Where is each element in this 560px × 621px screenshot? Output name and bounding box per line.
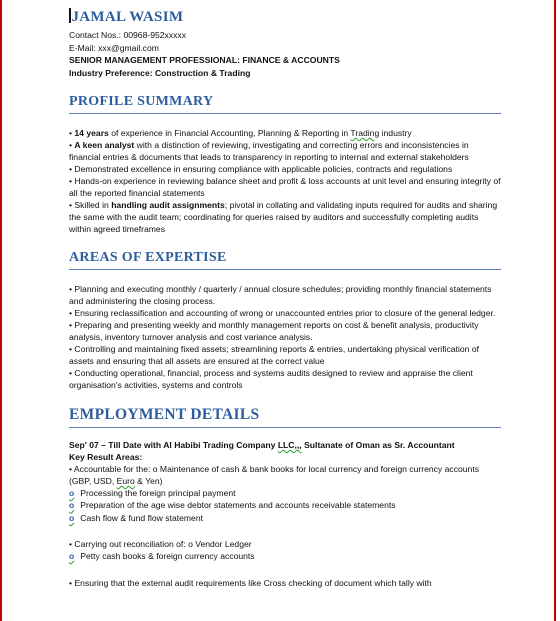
profile-text: ; pivotal in collating and validating inputs required for audits and sharing the same with the audit team; coordinating for queries raised by auditors and successfully completing audits within agreed timeframes [69, 200, 498, 234]
audit-requirement-item: • Ensuring that the external audit requirements like Cross checking of document which tally with [69, 577, 432, 588]
sub-item-text: Preparation of the age wise debtor statements and accounts receivable statements [80, 500, 396, 511]
profile-text: industry [379, 128, 412, 138]
areas-of-expertise-heading: AREAS OF EXPERTISE [69, 249, 501, 270]
profile-summary-body [69, 127, 501, 235]
spellcheck-word: LLC,,, [277, 440, 302, 450]
sub-item [69, 512, 501, 524]
spellcheck-word: Trading [350, 128, 380, 138]
expertise-item: • Ensuring reclassification and accounting of wrong or unaccounted entries prior to closure of the general ledger. [69, 308, 496, 318]
profile-keyword: handling audit assignments [111, 200, 225, 210]
profile-item-analyst: • A keen analyst with a distinction of reviewing, investigating and correcting errors and inconsistencies in financial entries & documents that leads to transparency in reporting to internal and external stakeholders [69, 140, 469, 162]
industry-preference: Industry Preference: Construction & Trading [69, 67, 251, 78]
profile-summary-heading: PROFILE SUMMARY [69, 93, 501, 114]
profile-text: of experience in Financial Accounting, Planning & Reporting in [108, 128, 351, 138]
expertise-item: • Planning and executing monthly / quarterly / annual closure schedules; providing monthly financial statements and administering the closing process. [69, 284, 492, 306]
sub-bullet-icon: o [69, 512, 75, 523]
sub-item [69, 487, 501, 499]
accountable-text: & Yen) [134, 476, 163, 486]
job-title-line [69, 439, 501, 451]
sub-item [69, 499, 501, 511]
sub-bullet-icon: o [69, 551, 75, 562]
sub-bullet-icon: o [69, 500, 75, 511]
job-text: Sultanate of Oman as Sr. Accountant [301, 440, 455, 450]
sub-item-text: Petty cash books & foreign currency accounts [80, 551, 255, 562]
headline: SENIOR MANAGEMENT PROFESSIONAL: FINANCE & ACCOUNTS [69, 55, 340, 65]
spellcheck-word: Euro [116, 476, 135, 486]
text-cursor [69, 8, 71, 23]
sub-bullet-icon: o [69, 488, 75, 498]
profile-item-compliance: • Demonstrated excellence in ensuring compliance with applicable policies, contracts and regulations [69, 164, 453, 174]
reconciliation-item: • Carrying out reconciliation of: o Vendor Ledger [69, 539, 252, 550]
expertise-item: • Controlling and maintaining fixed assets; streamlining reports & entries, undertaking physical verification of assets and ensuring that all assets are ensured at the correct value [69, 344, 479, 366]
profile-text: • Skilled in [69, 200, 112, 210]
resume-content [69, 8, 501, 589]
sub-item-text: Cash flow & fund flow statement [80, 512, 204, 523]
sub-item [69, 550, 501, 562]
experience-years: 14 years [74, 128, 109, 138]
profile-text: with a distinction of reviewing, investigating and correcting errors and inconsistencies in financial entries & documents that leads to transparency in reporting to internal and external stakeholders [69, 140, 469, 162]
accountable-text: • Accountable for the: o Maintenance of cash & bank books for local currency and foreign currency accounts (GBP, USD, [69, 464, 480, 486]
candidate-name-text: JAMAL WASIM [71, 9, 184, 25]
profile-item-hands-on: • Hands-on experience in reviewing balance sheet and profit & loss accounts at unit level and ensuring integrity of all the reported financial statements [69, 176, 501, 198]
job-text: Sep' 07 – Till Date with Al Habibi Trading Company [69, 440, 278, 450]
contact-email: E-Mail: xxx@gmail.com [69, 42, 159, 53]
employment-details-heading: EMPLOYMENT DETAILS [69, 405, 501, 428]
expertise-item: • Preparing and presenting weekly and monthly management reports on cost & benefit analysis, productivity analysis, inventory turnover analysis and cost variance analysis. [69, 320, 479, 342]
sub-item-text: Processing the foreign principal payment [80, 488, 236, 498]
contact-number: Contact Nos.: 00968-952xxxxx [69, 30, 187, 40]
expertise-list [69, 283, 501, 391]
profile-keyword: A keen analyst [74, 140, 135, 150]
profile-item-audit [69, 199, 501, 235]
expertise-item: • Conducting operational, financial, process and systems audits designed to review and appraise the client organisation's activities, systems and controls [69, 368, 473, 390]
employment-body [69, 439, 501, 589]
candidate-name [69, 8, 501, 27]
profile-item-experience: • 14 years of experience in Financial Accounting, Planning & Reporting in Trading industry [69, 128, 412, 138]
accountable-item [69, 463, 501, 487]
key-result-areas-label: Key Result Areas: [69, 452, 143, 462]
